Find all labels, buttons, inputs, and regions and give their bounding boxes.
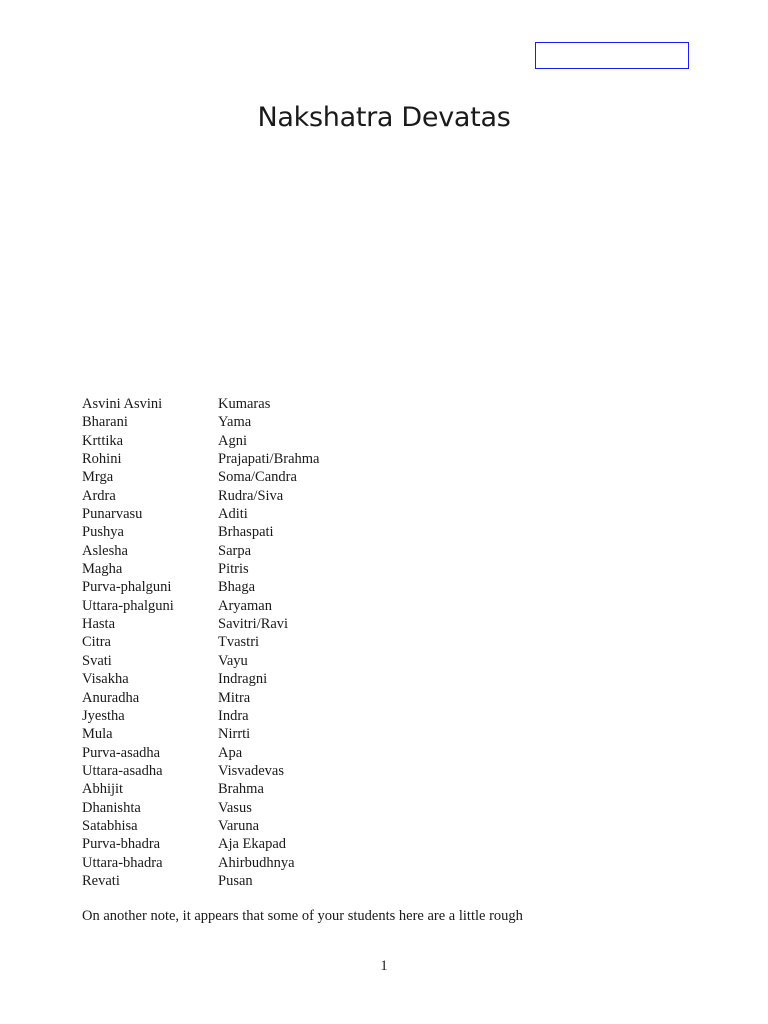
nakshatra-name: Uttara-bhadra [82,854,163,871]
table-row [82,578,319,596]
table-row [82,450,319,468]
table-row [82,707,319,725]
table-row [82,780,319,798]
devata-name: Ahirbudhnya [218,854,295,871]
table-row [82,633,319,651]
nakshatra-name: Asvini Asvini [82,396,163,412]
table-row [82,468,319,486]
table-row [82,413,319,431]
devata-name: Brhaspati [218,524,274,541]
table-row [82,542,319,560]
nakshatra-name: Magha [82,561,123,578]
nakshatra-name: Abhijit [82,781,124,798]
devata-name: Kumaras [218,396,271,412]
devata-name: Savitri/Ravi [218,616,289,633]
nakshatra-name: Dhanishta [82,799,141,816]
devata-name: Varuna [218,817,260,834]
devata-name: Nirrti [218,726,251,743]
devata-name: Pitris [218,561,249,578]
nakshatra-name: Rohini [82,451,122,468]
devata-name: Sarpa [218,542,252,559]
nakshatra-devata-table [82,395,319,890]
nakshatra-name: Mrga [82,469,114,486]
nakshatra-name: Uttara-asadha [82,762,163,779]
table-row [82,799,319,817]
table-row [82,597,319,615]
table-row [82,762,319,780]
nakshatra-name: Bharani [82,414,128,431]
devata-name: Apa [218,744,243,761]
table-row [82,560,319,578]
nakshatra-name: Satabhisa [82,817,138,834]
nakshatra-name: Visakha [82,671,129,688]
devata-name: Indragni [218,671,268,688]
devata-name: Vayu [218,652,248,669]
nakshatra-name: Revati [82,872,120,889]
nakshatra-name: Mula [82,726,113,743]
table-row [82,725,319,743]
devata-name: Tvastri [218,634,260,651]
nakshatra-name: Svati [82,652,112,669]
nakshatra-name: Citra [82,634,111,651]
nakshatra-name: Purva-phalguni [82,579,172,596]
devata-name: Rudra/Siva [218,487,284,504]
page-title: Nakshatra Devatas [257,102,511,133]
link-annotation-box[interactable] [535,42,689,69]
nakshatra-name: Aslesha [82,542,128,559]
nakshatra-name: Jyestha [82,707,125,724]
table-row [82,817,319,835]
table-row [82,432,319,450]
devata-name: Visvadevas [218,762,284,779]
note-text: On another note, it appears that some of your students here are a little rough [82,908,523,924]
nakshatra-name: Purva-bhadra [82,836,161,853]
nakshatra-name: Purva-asadha [82,744,161,761]
devata-name: Bhaga [218,579,256,596]
devata-name: Aja Ekapad [218,836,287,853]
devata-name: Brahma [218,781,264,798]
nakshatra-name: Krttika [82,432,124,449]
nakshatra-name: Punarvasu [82,506,143,523]
devata-name: Agni [218,432,247,449]
nakshatra-name: Ardra [82,487,116,504]
page-number: 1 [380,958,388,974]
devata-name: Aryaman [218,597,272,614]
table-row [82,854,319,872]
table-row [82,505,319,523]
table-row [82,689,319,707]
table-body [82,395,319,890]
table-row [82,395,319,413]
devata-name: Indra [218,707,249,724]
table-row [82,744,319,762]
table-row [82,872,319,890]
devata-name: Soma/Candra [218,469,297,486]
devata-name: Mitra [218,689,251,706]
nakshatra-name: Pushya [82,524,124,541]
devata-name: Aditi [218,506,248,523]
devata-name: Prajapati/Brahma [218,451,320,468]
nakshatra-name: Uttara-phalguni [82,597,174,614]
nakshatra-name: Hasta [82,616,116,633]
nakshatra-name: Anuradha [82,689,140,706]
table-row [82,487,319,505]
devata-name: Yama [218,414,252,431]
table-row [82,652,319,670]
devata-name: Pusan [218,872,253,889]
table-row [82,835,319,853]
table-row [82,615,319,633]
table-row [82,670,319,688]
devata-name: Vasus [218,799,252,816]
table-row [82,523,319,541]
